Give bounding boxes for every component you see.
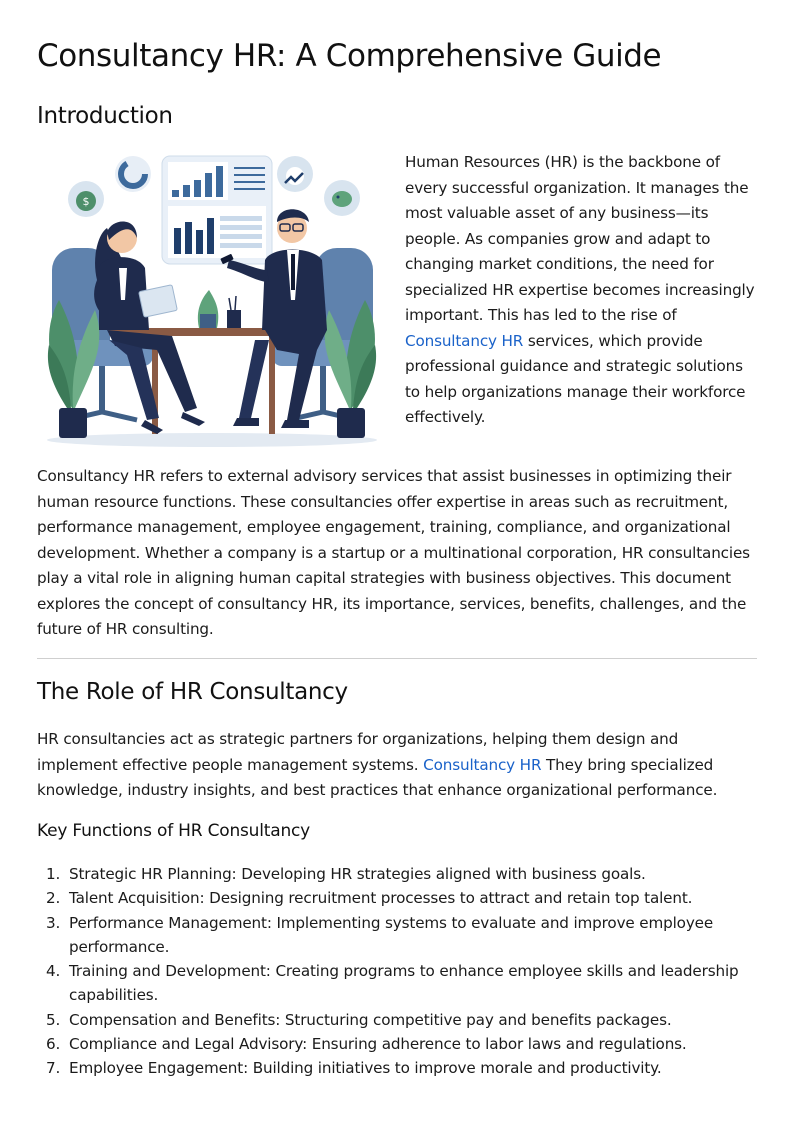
role-text-before: HR consultancies act as strategic partners for organizations, helping them design and implement effective people management systems. <box>37 730 679 774</box>
role-heading: The Role of HR Consultancy <box>37 679 348 705</box>
team-icon <box>277 156 313 192</box>
money-bag-icon <box>68 181 104 217</box>
introduction-heading: Introduction <box>37 103 173 129</box>
list-item: 4. Training and Development: Creating programs to enhance employee skills and leadership capabilities. <box>46 962 739 1005</box>
intro-side-text-before: Human Resources (HR) is the backbone of every successful organization. It manages the most valuable asset of any business—its people. As companies grow and adapt to changing market conditions, the need for specialized HR expertise becomes increasingly important. This has led to the rise of <box>405 153 755 324</box>
section-divider <box>37 658 757 659</box>
intro-side-text-after: services, which provide professional guidance and strategic solutions to help organizations manage their workforce effectively. <box>405 331 746 426</box>
list-item: 2. Talent Acquisition: Designing recruitment processes to attract and retain top talent. <box>46 889 693 908</box>
introduction-main-paragraph: Consultancy HR refers to external advisory services that assist businesses in optimizing their human resource functions. These consultancies offer expertise in areas such as recruitment, performance management, employee engagement, training, compliance, and organizational development. Whether a company is a startup or a multinational corporation, HR consultancies play a vital role in aligning human capital strategies with business objectives. This document explores the concept of consultancy HR, its importance, services, benefits, challenges, and the future of HR consulting. <box>37 467 750 638</box>
consultation-illustration <box>37 150 387 450</box>
list-item: 1. Strategic HR Planning: Developing HR strategies aligned with business goals. <box>46 865 646 883</box>
dashboard-chart-icon <box>162 156 272 264</box>
role-text-after: They bring specialized knowledge, industry insights, and best practices that enhance organizational performance. <box>37 755 718 799</box>
list-item: 7. Employee Engagement: Building initiatives to improve morale and productivity. <box>46 1059 662 1078</box>
list-item: 6. Compliance and Legal Advisory: Ensuring adherence to labor laws and regulations. <box>46 1035 687 1054</box>
document-title: Consultancy HR: A Comprehensive Guide <box>37 38 662 74</box>
list-item: 5. Compensation and Benefits: Structuring competitive pay and benefits packages. <box>46 1010 672 1029</box>
pie-chart-icon <box>115 156 151 192</box>
key-functions-list <box>37 862 761 1081</box>
consultancy-hr-link-2[interactable]: Consultancy HR <box>423 755 542 774</box>
consultancy-hr-link[interactable]: Consultancy HR <box>405 331 524 350</box>
introduction-side-paragraph <box>405 150 761 431</box>
role-paragraph <box>37 727 761 804</box>
key-functions-heading: Key Functions of HR Consultancy <box>37 821 311 841</box>
list-item: 3. Performance Management: Implementing systems to evaluate and improve employee performance. <box>46 913 714 956</box>
svg-text:$: $ <box>82 195 90 208</box>
piggy-bank-icon <box>324 180 360 216</box>
